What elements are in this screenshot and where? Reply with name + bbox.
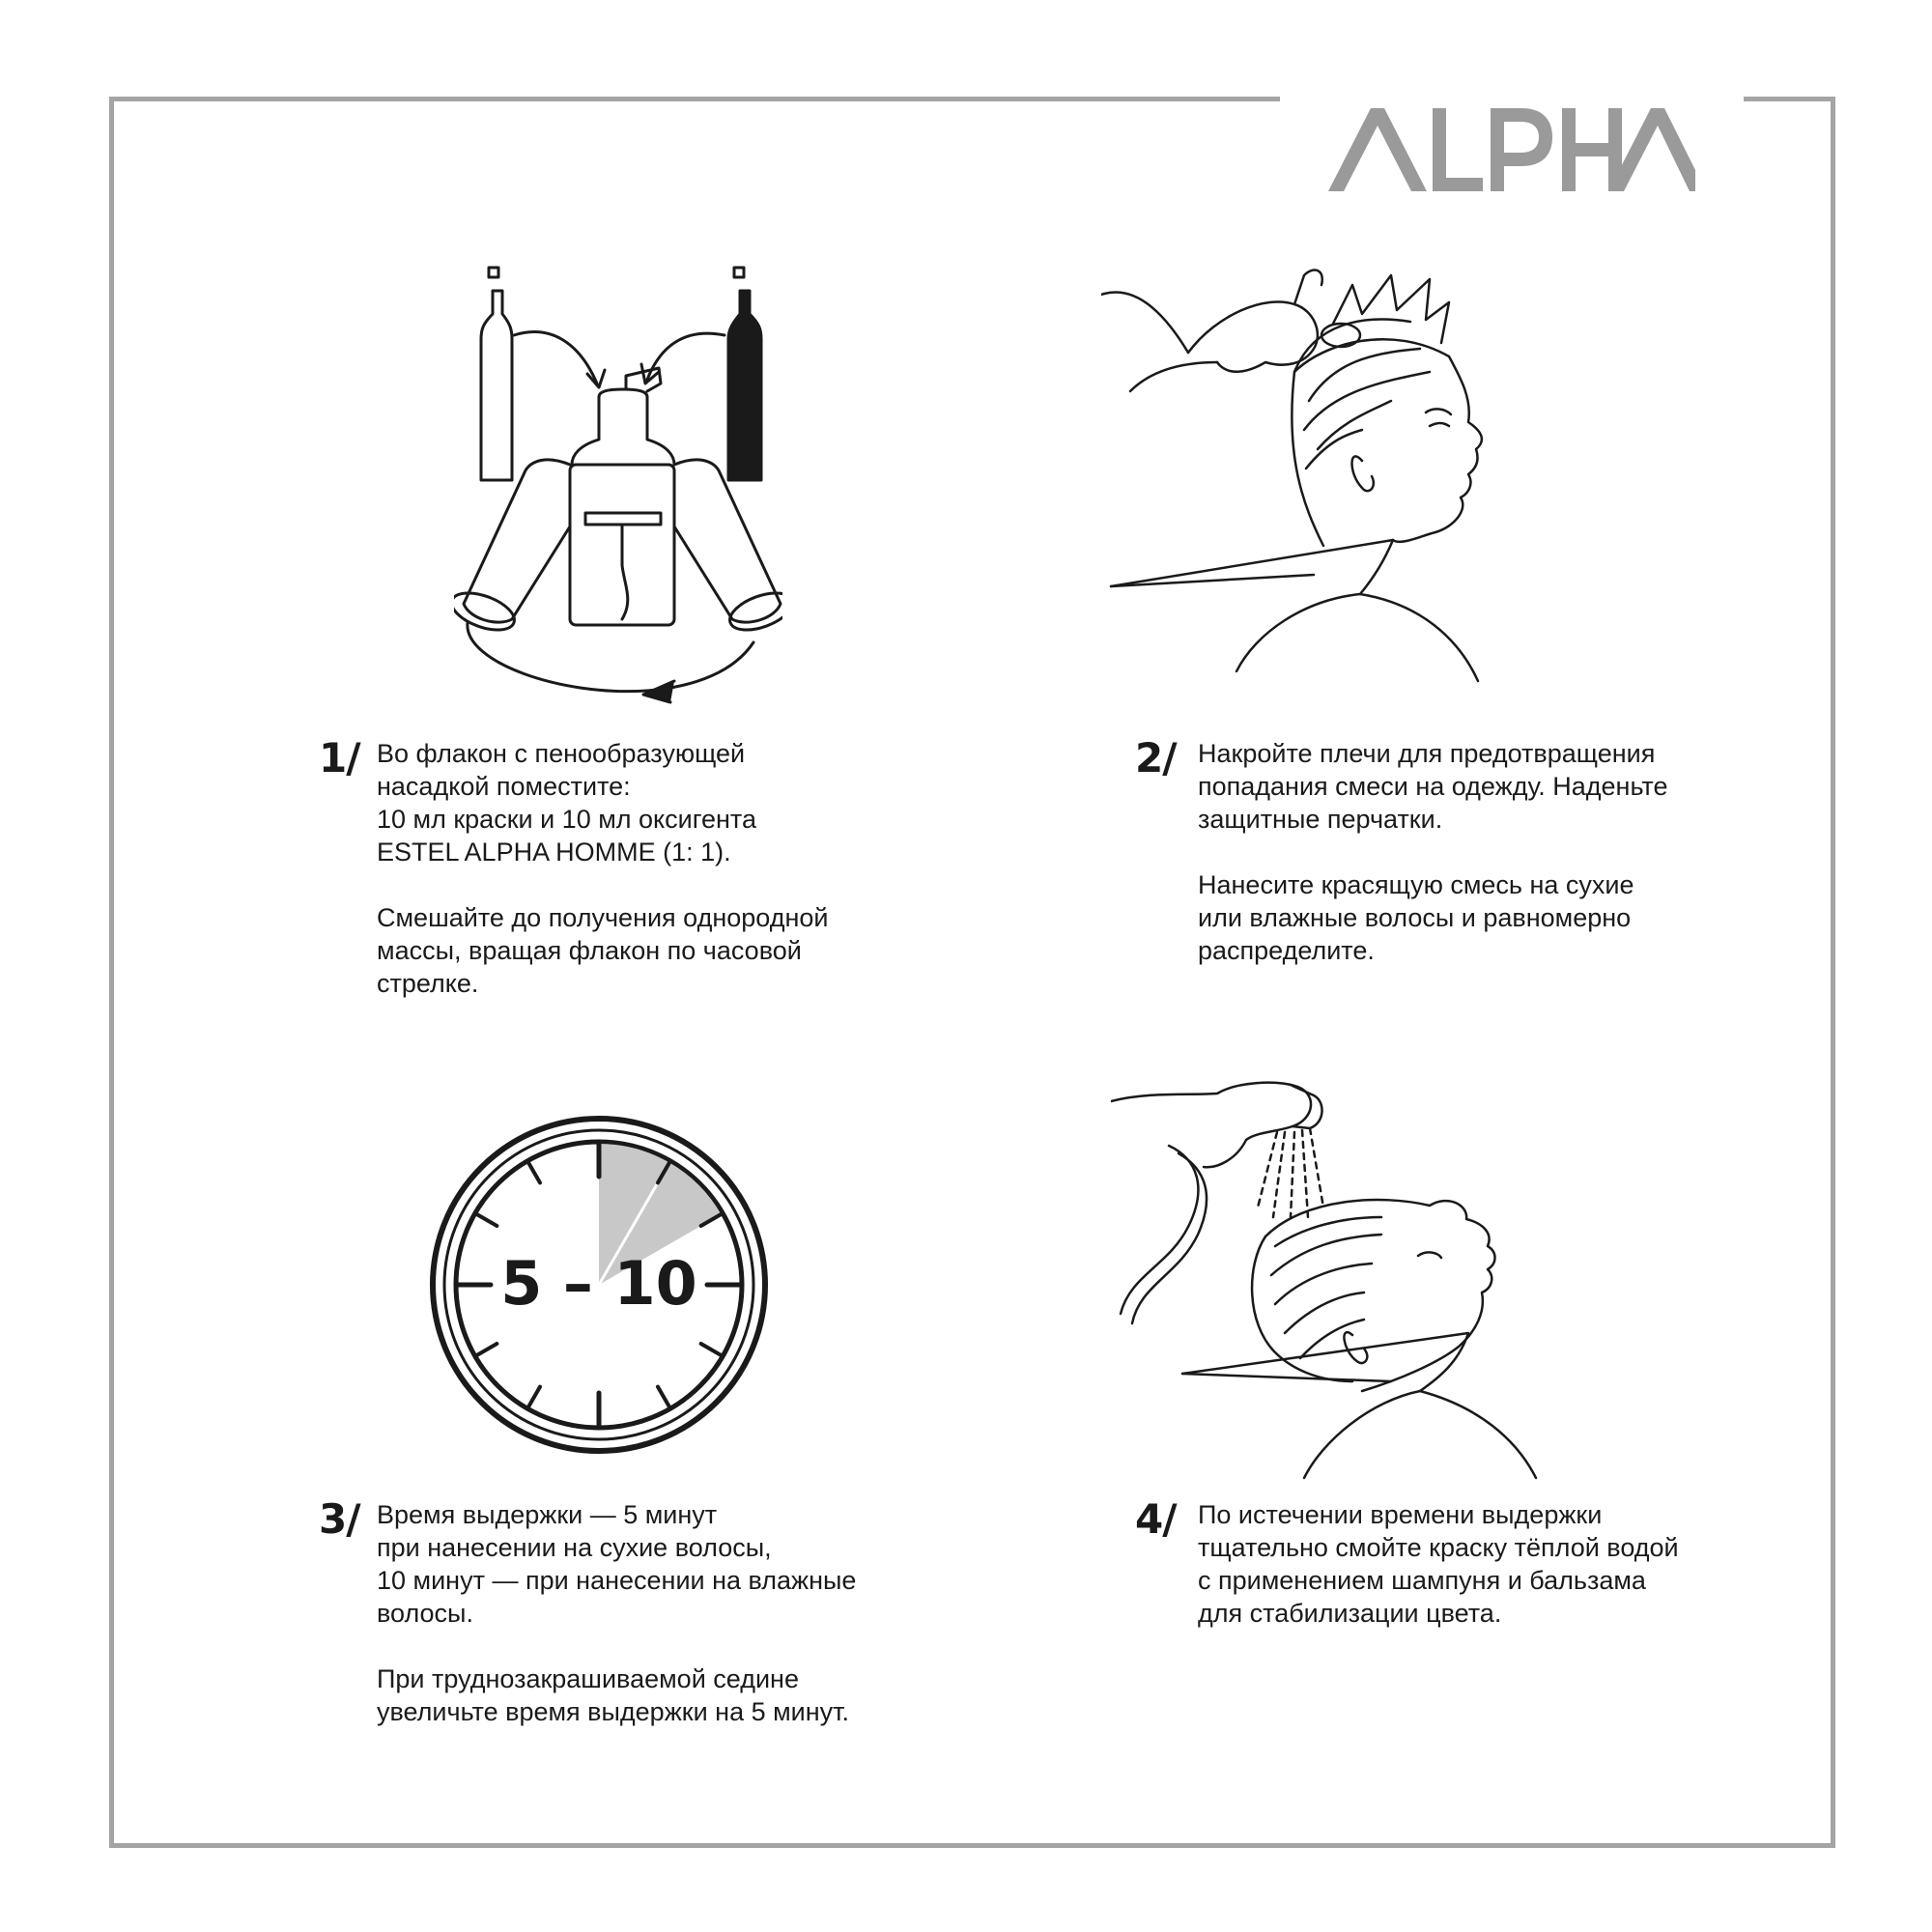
- rotation-arrow: [468, 623, 753, 692]
- lying-head: [1265, 1200, 1495, 1391]
- timer-tick: [658, 1387, 669, 1407]
- ampoule-cap-light: [489, 268, 498, 277]
- motion-cone-left: [464, 460, 570, 622]
- rinsing-illustration: [1111, 1072, 1642, 1497]
- shower-head: [1293, 1086, 1322, 1128]
- pump-head: [599, 389, 647, 411]
- wet-hair: [1271, 1217, 1381, 1358]
- step-3-paragraph: Время выдержки — 5 минут при нанесении на сухие волосы, 10 минут — при нанесении на влажные волосы.: [377, 1500, 857, 1628]
- timer-tick: [477, 1344, 497, 1355]
- step-4-paragraph: По истечении времени выдержки тщательно смойте краску тёплой водой с применением шампуня и бальзама для стабилизации цвета.: [1198, 1500, 1679, 1628]
- step-3-paragraph: При труднозакрашиваемой седине увеличьте время выдержки на 5 минут.: [377, 1664, 850, 1726]
- hair-application-illustration: [1101, 256, 1546, 691]
- gloved-hand: [1188, 301, 1318, 371]
- arrow-left: [514, 332, 597, 384]
- step-2-number: 2/: [1135, 734, 1177, 781]
- step-1-paragraph: Смешайте до получения однородной массы, вращая флакон по часовой стрелке.: [377, 903, 829, 998]
- cape: [1111, 540, 1478, 681]
- motion-cone-right: [674, 460, 781, 622]
- step-3-text: [377, 1498, 879, 1728]
- timer-illustration: [425, 1111, 773, 1459]
- timer-tick: [528, 1387, 540, 1407]
- mixing-bottle-illustration: [454, 256, 782, 720]
- wash-basin: [1182, 1333, 1536, 1478]
- alpha-logo-mark: [1328, 106, 1695, 193]
- step-4-text: [1198, 1498, 1739, 1630]
- head-profile: [1294, 339, 1482, 542]
- step-1-text: [377, 737, 879, 1000]
- ear: [1352, 456, 1374, 491]
- shower-hose: [1121, 1146, 1198, 1314]
- timer-label: 5 – 10: [500, 1248, 697, 1319]
- ampoule-dark: [728, 291, 761, 480]
- step-2-paragraph: Накройте плечи для предотвращения попадания смеси на одежду. Наденьте защитные перчатки.: [1198, 739, 1668, 834]
- ampoule-light: [481, 291, 512, 480]
- step-2-text: [1198, 737, 1739, 967]
- brand-logo: [1280, 87, 1744, 213]
- step-3-number: 3/: [319, 1495, 360, 1543]
- timer-tick: [477, 1214, 497, 1226]
- step-1-number: 1/: [319, 734, 360, 781]
- water-spray: [1258, 1128, 1323, 1217]
- step-1-paragraph: Во флакон с пенообразующей насадкой поместите: 10 мл краски и 10 мл оксигента ESTEL ALPHA HOMME (1: 1).: [377, 739, 757, 867]
- timer-tick: [701, 1344, 722, 1355]
- step-4-number: 4/: [1135, 1495, 1177, 1543]
- timer-tick: [528, 1163, 540, 1183]
- ampoule-cap-dark: [734, 268, 744, 277]
- step-2-paragraph: Нанесите красящую смесь на сухие или влажные волосы и равномерно распределите.: [1198, 870, 1634, 965]
